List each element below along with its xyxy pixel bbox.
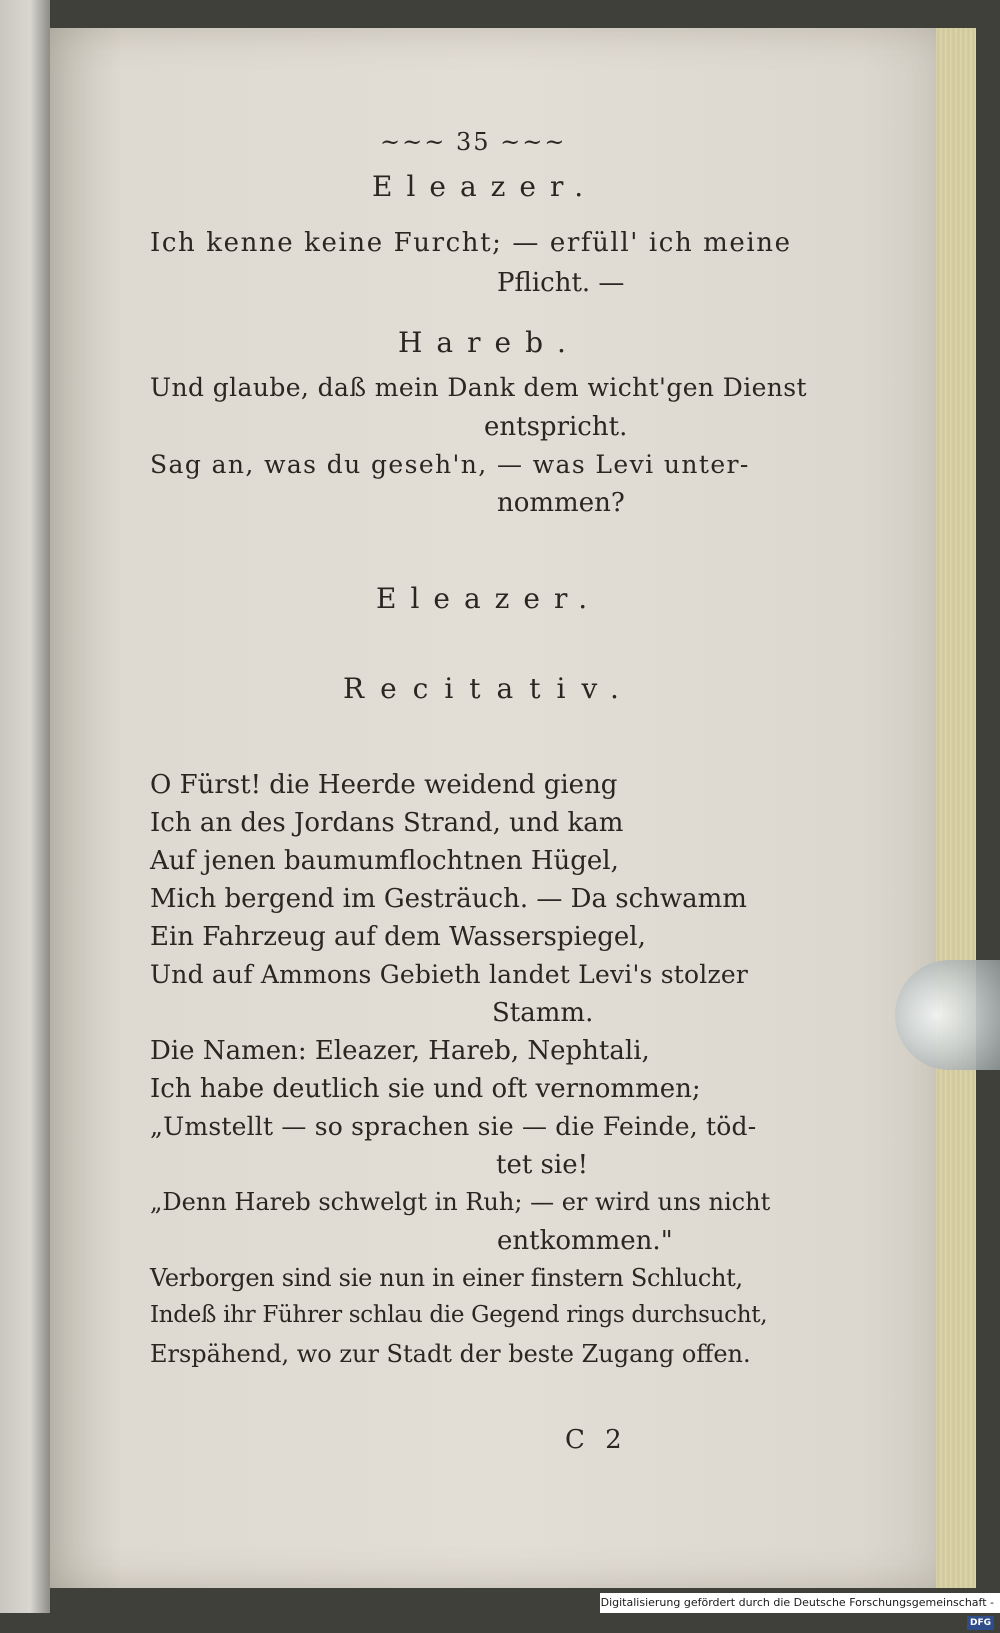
thumb-overlay	[895, 960, 1000, 1070]
verse-line: O Fürst! die Heerde weidend gieng	[150, 770, 618, 800]
speaker-name: Hareb.	[398, 326, 580, 359]
verse-line: Ich habe deutlich sie und oft vernommen;	[150, 1074, 701, 1104]
verse-line: Und glaube, daß mein Dank dem wicht'gen Dienst	[150, 373, 807, 402]
verse-line: „Denn Hareb schwelgt in Ruh; — er wird uns nicht	[150, 1188, 771, 1216]
verse-line: tet sie!	[496, 1150, 589, 1180]
verse-line: nommen?	[497, 488, 625, 518]
verse-line: „Umstellt — so sprachen sie — die Feinde, töd-	[150, 1112, 757, 1141]
verse-line: Und auf Ammons Gebieth landet Levi's stolzer	[150, 960, 748, 989]
verse-line: Pflicht. —	[497, 268, 625, 298]
verse-line: Ich kenne keine Furcht; — erfüll' ich meine	[150, 228, 792, 258]
left-page-edge	[0, 0, 50, 1613]
footer-text: Digitalisierung gefördert durch die Deutsche Forschungsgemeinschaft -	[600, 1596, 994, 1609]
dfg-logo: DFG	[967, 1616, 994, 1630]
digitization-footer	[600, 1593, 1000, 1628]
verse-line: Mich bergend im Gesträuch. — Da schwamm	[150, 884, 747, 914]
verse-line: Die Namen: Eleazer, Hareb, Nephtali,	[150, 1036, 650, 1066]
speaker-name: Eleazer.	[376, 582, 602, 615]
verse-line: Sag an, was du geseh'n, — was Levi unter-	[150, 450, 750, 479]
speaker-name: Eleazer.	[372, 170, 598, 203]
page-stack-edge	[936, 28, 976, 1588]
signature-mark: C 2	[565, 1425, 628, 1455]
verse-line: Indeß ihr Führer schlau die Gegend rings durchsucht,	[150, 1302, 768, 1328]
page-number: ~~~ 35 ~~~	[380, 128, 567, 156]
section-heading: Recitativ.	[343, 672, 635, 705]
verse-line: Stamm.	[492, 998, 594, 1028]
verse-line: entspricht.	[484, 412, 628, 442]
verse-line: entkommen."	[497, 1226, 673, 1256]
verse-line: Ich an des Jordans Strand, und kam	[150, 808, 624, 838]
verse-line: Verborgen sind sie nun in einer finstern Schlucht,	[150, 1264, 743, 1292]
verse-line: Ein Fahrzeug auf dem Wasserspiegel,	[150, 922, 646, 952]
verse-line: Auf jenen baumumflochtnen Hügel,	[150, 846, 619, 876]
verse-line: Erspähend, wo zur Stadt der beste Zugang offen.	[150, 1340, 751, 1368]
